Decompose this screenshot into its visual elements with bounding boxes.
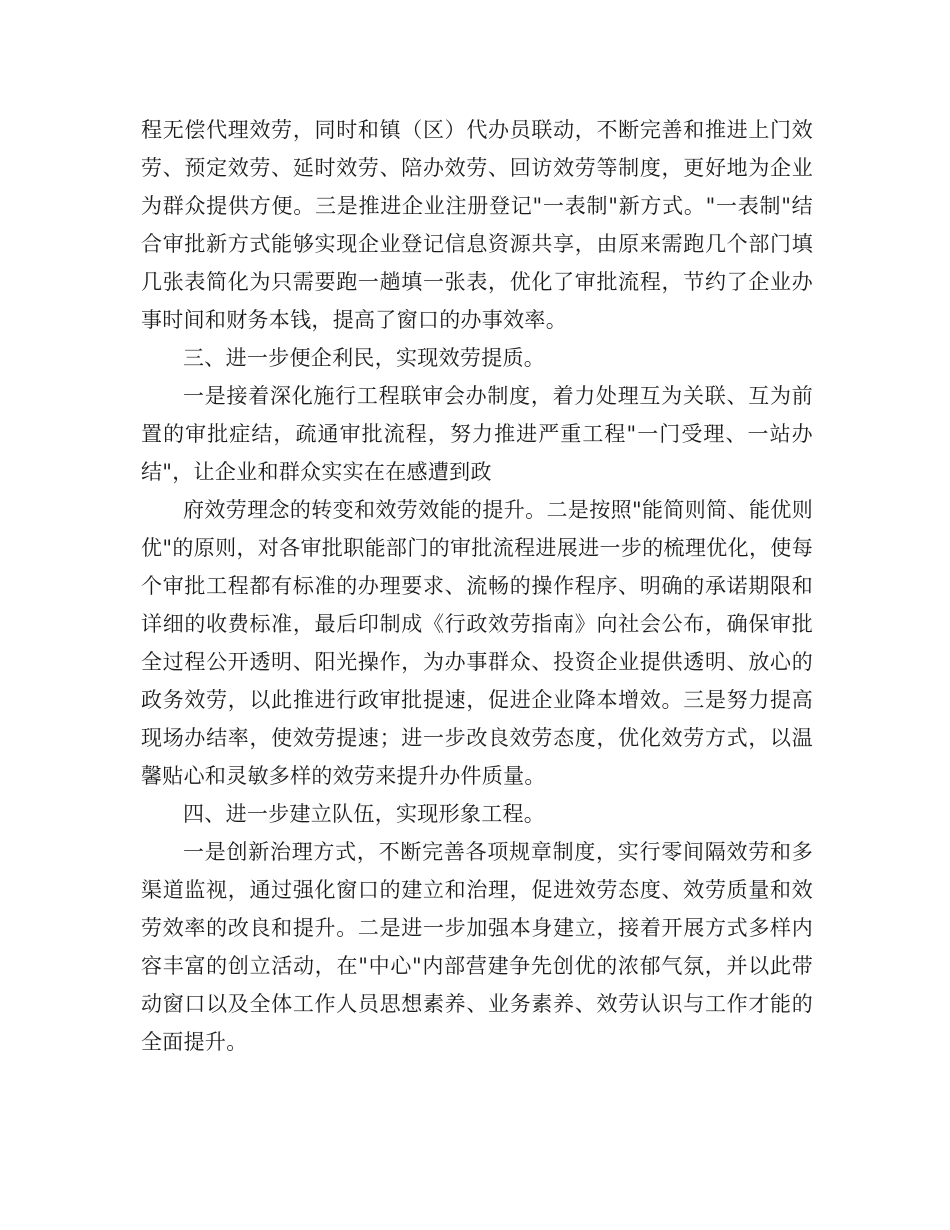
paragraph-6: 一是创新治理方式，不断完善各项规章制度，实行零间隔效劳和多渠道监视，通过强化窗口的建立和治理，促进效劳态度、效劳质量和效劳效率的改良和提升。二是进一步加强本身建立，接着开展方式多样内容丰富的创立活动，在"中心"内部营建争先创优的浓郁气氛，并以此带动窗口以及全体工作人员思想素养、业务素养、效劳认识与工作才能的全面提升。 xyxy=(141,840,813,1054)
document-body xyxy=(141,111,813,1061)
paragraph-4: 府效劳理念的转变和效劳效能的提升。二是按照"能简则简、能优则优"的原则，对各审批职能部门的审批流程进展进一步的梳理优化，使每个审批工程都有标准的办理要求、流畅的操作程序、明确的承诺期限和详细的收费标准，最后印制成《行政效劳指南》向社会公布，确保审批全过程公开透明、阳光操作，为办事群众、投资企业提供透明、放心的政务效劳，以此推进行政审批提速，促进企业降本增效。三是努力提高现场办结率，使效劳提速；进一步改良效劳态度，优化效劳方式，以温馨贴心和灵敏多样的效劳来提升办件质量。 xyxy=(141,498,813,788)
section-heading-3: 三、进一步便企利民，实现效劳提质。 xyxy=(183,346,546,370)
paragraph-1: 程无偿代理效劳，同时和镇（区）代办员联动，不断完善和推进上门效劳、预定效劳、延时效劳、陪办效劳、回访效劳等制度，更好地为企业为群众提供方便。三是推进企业注册登记"一表制"新方式。"一表制"结合审批新方式能够实现企业登记信息资源共享，由原来需跑几个部门填几张表简化为只需要跑一趟填一张表，优化了审批流程，节约了企业办事时间和财务本钱，提高了窗口的办事效率。 xyxy=(141,118,813,332)
section-heading-4: 四、进一步建立队伍，实现形象工程。 xyxy=(183,802,546,826)
paragraph-3: 一是接着深化施行工程联审会办制度，着力处理互为关联、互为前置的审批症结，疏通审批流程，努力推进严重工程"一门受理、一站办结"，让企业和群众实实在在感遭到政 xyxy=(141,384,813,484)
